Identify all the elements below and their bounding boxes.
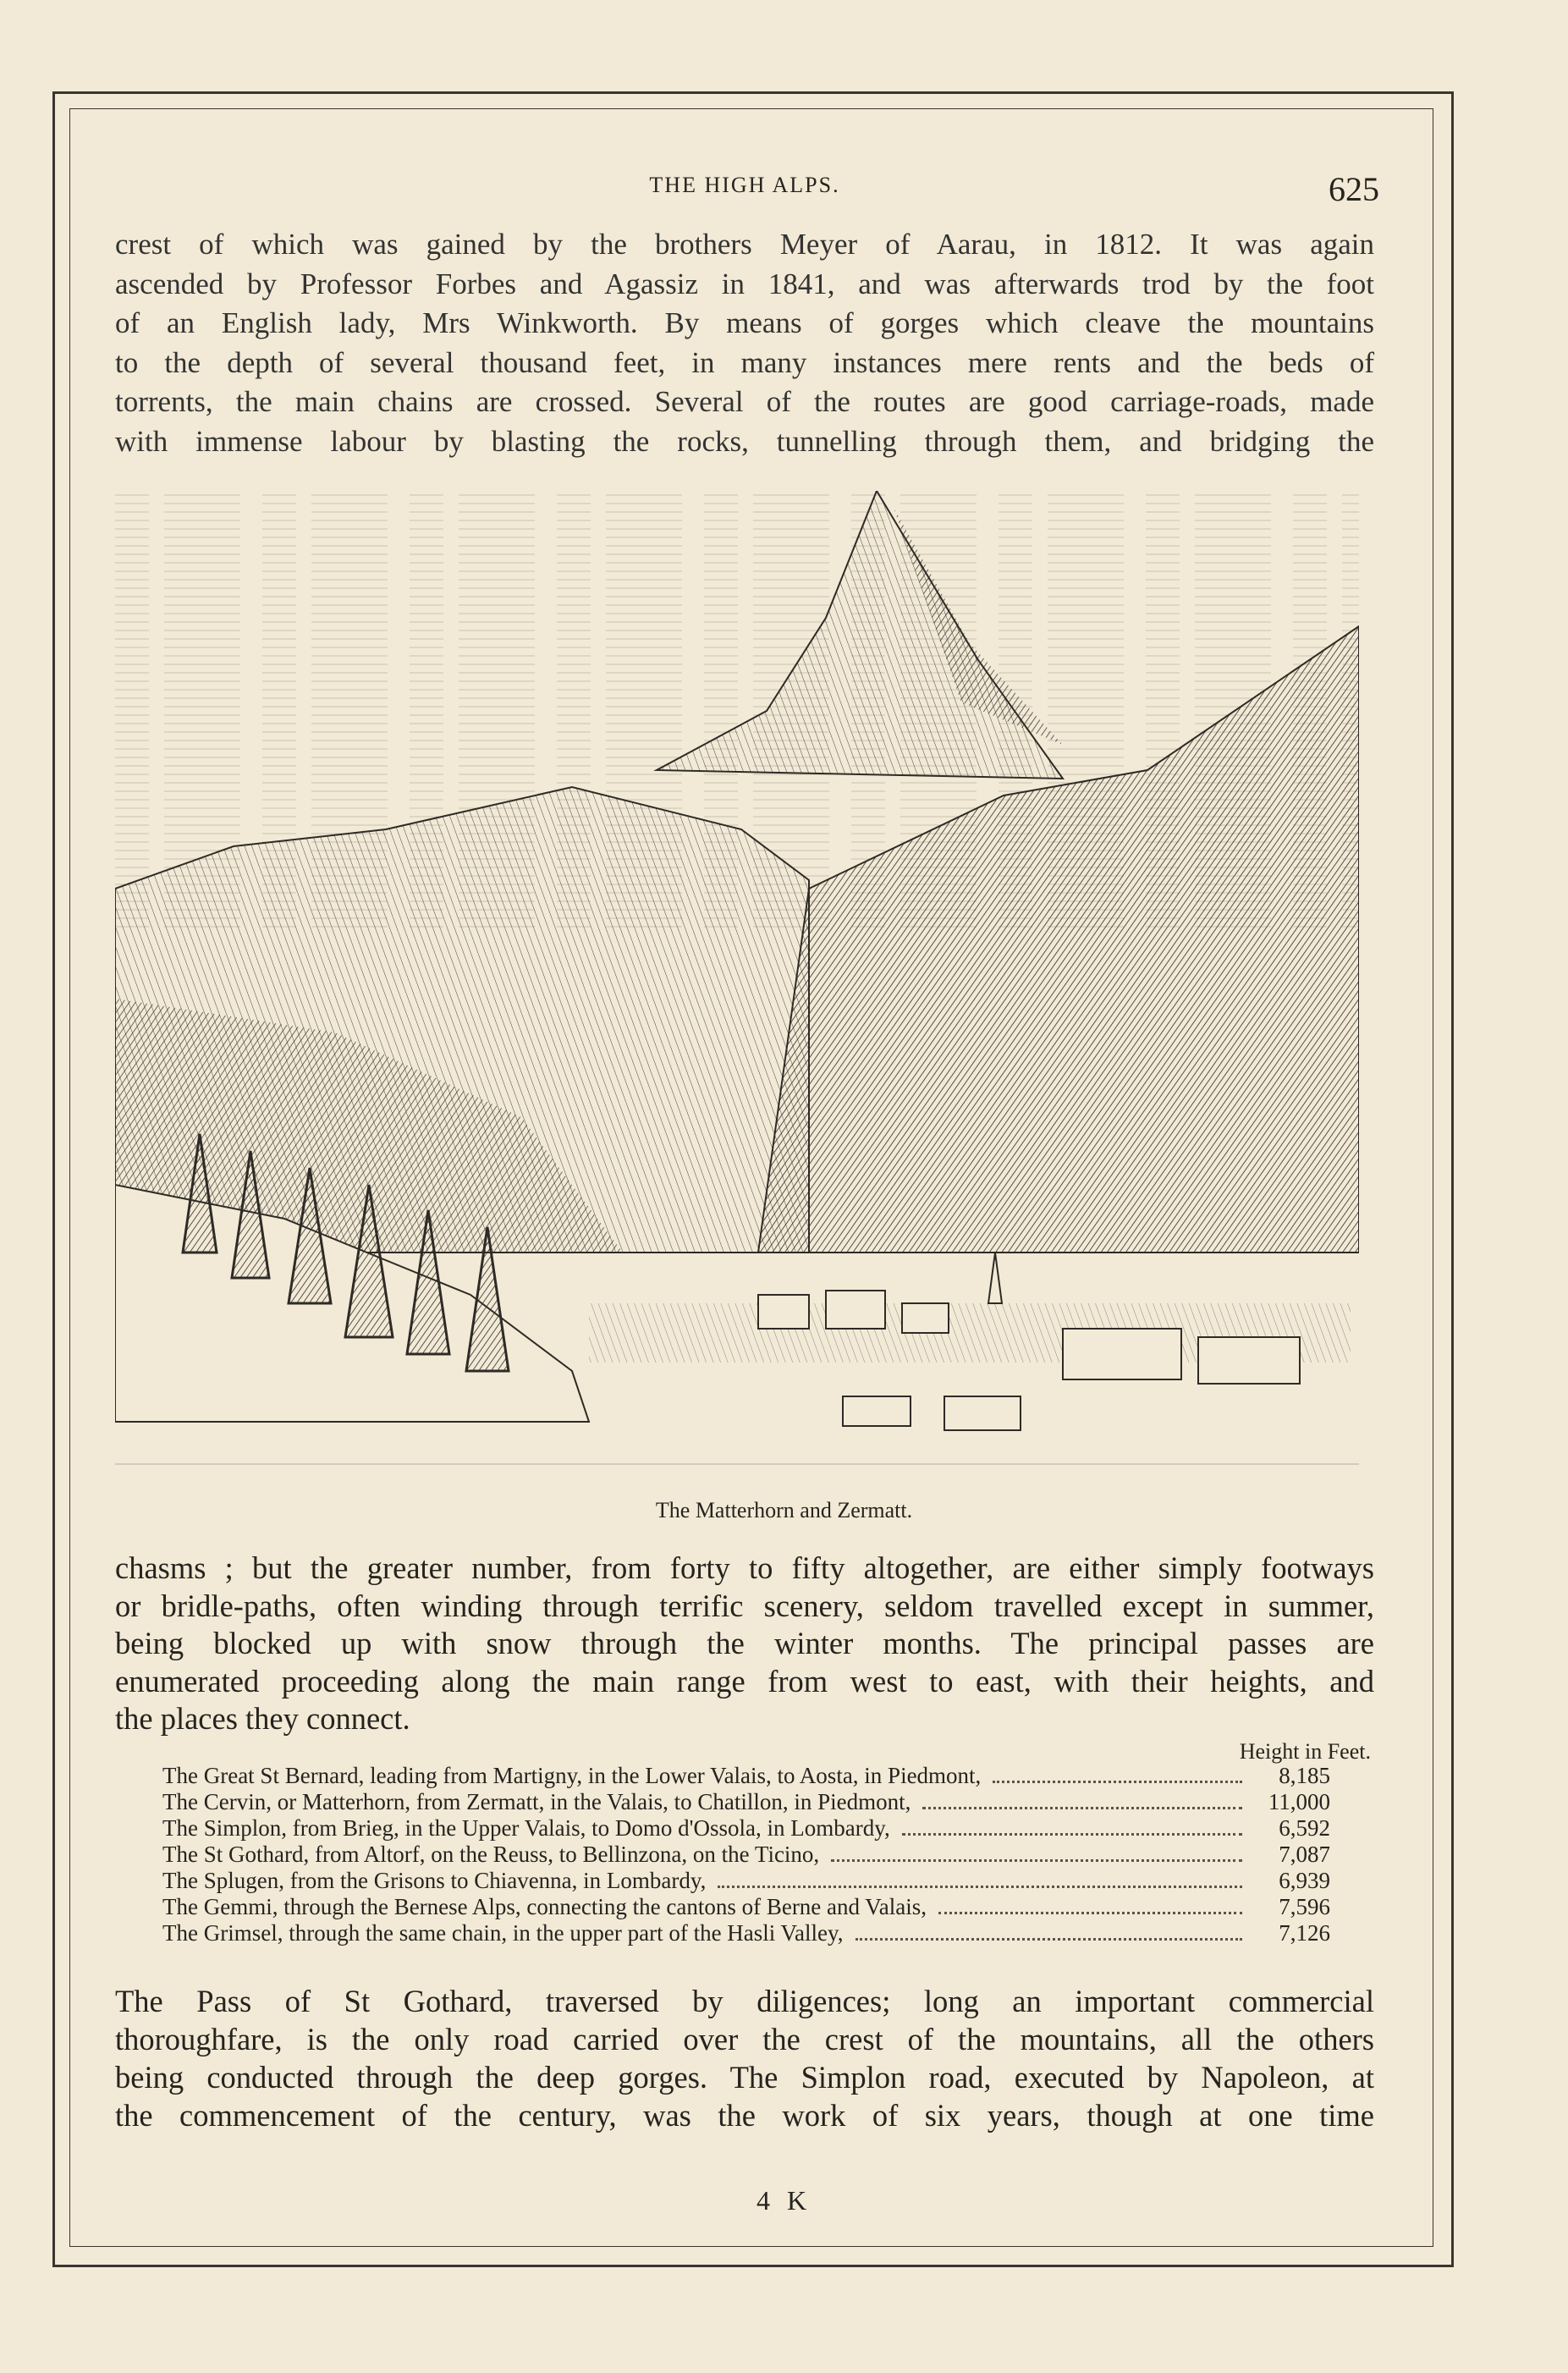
page-number: 625 [1329,170,1379,208]
text-line: of an English lady, Mrs Winkworth. By means of gorges which cleave the mountains [115,306,1374,339]
dot-leader [902,1833,1242,1836]
pass-height: 8,185 [1279,1763,1330,1788]
pass-height: 6,939 [1279,1868,1330,1893]
table-column-header: Height in Feet. [1239,1739,1371,1764]
illustration-caption: The Matterhorn and Zermatt. [655,1498,913,1522]
pass-height: 6,592 [1279,1815,1330,1841]
passes-table [162,1764,1330,1947]
pass-height: 7,126 [1279,1920,1330,1946]
pass-height: 7,087 [1279,1842,1330,1867]
table-row [162,1921,1330,1947]
pass-name: The Gemmi, through the Bernese Alps, connecting the cantons of Berne and Valais, [162,1894,927,1919]
text-line: being conducted through the deep gorges. The Simplon road, executed by Napoleon, at [115,2060,1374,2095]
paragraph-1 [115,225,1374,461]
text-line: the places they connect. [115,1701,410,1737]
table-row [162,1764,1330,1790]
text-line: to the depth of several thousand feet, in many instances mere rents and the beds of [115,345,1374,379]
text-line: enumerated proceeding along the main range from west to east, with their heights, and [115,1663,1374,1699]
text-line: crest of which was gained by the brothers Meyer of Aarau, in 1812. It was again [115,228,1374,261]
text-line: The Pass of St Gothard, traversed by diligences; long an important commercial [115,1984,1374,2018]
pass-name: The Simplon, from Brieg, in the Upper Valais, to Domo d'Ossola, in Lombardy, [162,1815,890,1841]
dot-leader [922,1807,1242,1809]
pass-name: The Great St Bernard, leading from Martigny, in the Lower Valais, to Aosta, in Piedmont, [162,1763,982,1788]
table-row [162,1816,1330,1842]
text-line: or bridle-paths, often winding through terrific scenery, seldom travelled except in summer, [115,1588,1374,1623]
pass-name: The St Gothard, from Altorf, on the Reuss, to Bellinzona, on the Ticino, [162,1842,820,1867]
pass-name: The Grimsel, through the same chain, in the upper part of the Hasli Valley, [162,1920,844,1946]
dot-leader [938,1912,1242,1914]
pass-name: The Cervin, or Matterhorn, from Zermatt, in the Valais, to Chatillon, in Piedmont, [162,1789,911,1814]
pass-height: 7,596 [1279,1894,1330,1919]
running-title: THE HIGH ALPS. [649,173,840,197]
table-row [162,1790,1330,1816]
matterhorn-engraving [115,491,1359,1489]
pass-name: The Splugen, from the Grisons to Chiavenna, in Lombardy, [162,1868,707,1893]
table-row [162,1842,1330,1869]
dot-leader [718,1886,1242,1888]
table-row [162,1869,1330,1895]
text-line: thoroughfare, is the only road carried over the crest of the mountains, all the others [115,2022,1374,2056]
text-line: chasms ; but the greater number, from forty to fifty altogether, are either simply footways [115,1550,1374,1585]
text-line: torrents, the main chains are crossed. Several of the routes are good carriage-roads, made [115,385,1374,418]
pass-height: 11,000 [1268,1789,1330,1814]
text-line: with immense labour by blasting the rocks, tunnelling through them, and bridging the [115,424,1374,458]
dot-leader [993,1781,1242,1783]
text-line: ascended by Professor Forbes and Agassiz in 1841, and was afterwards trod by the foot [115,267,1374,300]
table-row [162,1895,1330,1921]
dot-leader [856,1938,1242,1941]
page-header [110,169,1379,208]
paragraph-3 [115,1982,1374,2134]
dot-leader [831,1859,1242,1862]
text-line: being blocked up with snow through the winter months. The principal passes are [115,1626,1374,1661]
signature-mark: 4 K [756,2185,812,2216]
text-line: the commencement of the century, was the work of six years, though at one time [115,2098,1374,2133]
paragraph-2 [115,1550,1374,1738]
